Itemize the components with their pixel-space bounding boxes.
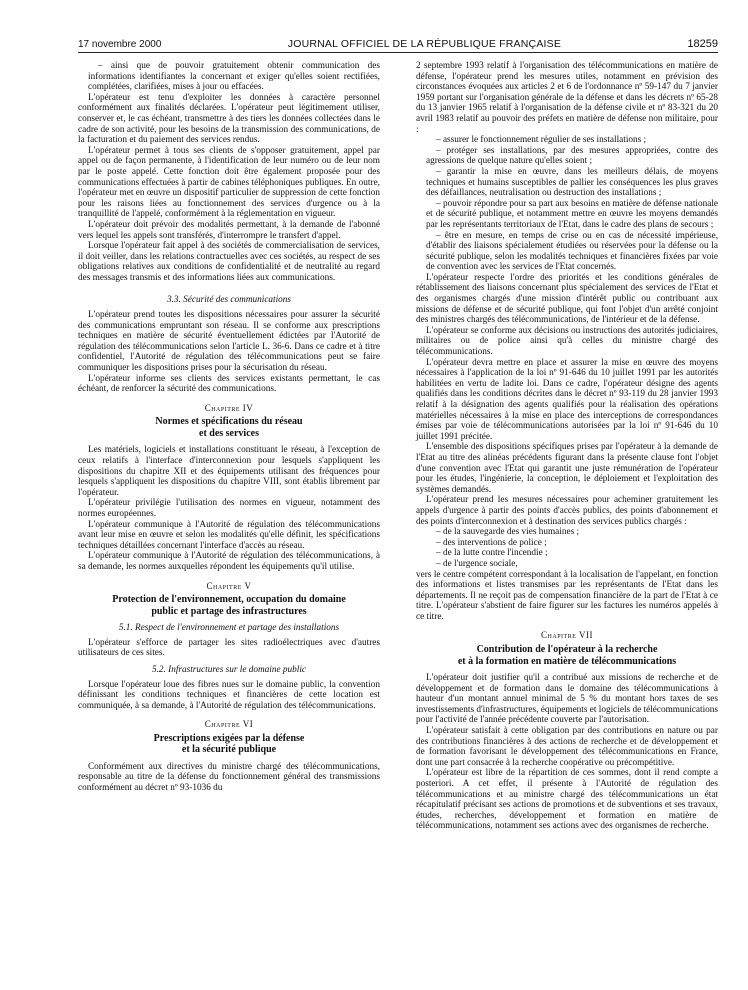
paragraph: L'opérateur permet à tous ses clients de s'opposer gratuitement, appel par appel ou de façon permanente, à l'identification de leur numéro ou de leur nom par le poste appelé. Cette fonction doit être également proposée pour des communications effectuées à partir de cabines téléphoniques publiques. En outre, l'opérateur met en œuvre un dispositif particulier de suppression de cette fonction pour les raisons liées au fonctionnement des services d'urgence ou à la tranquillité de l'appelé, conformément à la réglementation en vigueur. xyxy=(78,145,380,220)
list-item: – garantir la mise en œuvre, dans les meilleurs délais, de moyens techniques et humains susceptibles de pallier les conséquences les plus graves des défaillances, neutralisation ou destruction des installations ; xyxy=(416,167,718,199)
paragraph: vers le centre compétent correspondant à la localisation de l'appelant, en fonction des informations et listes transmises par les représentants de l'Etat dans les départements. Il ne reçoit pas de compensation financière de la part de l'Etat à ce titre. L'opérateur s'abstient de faire figurer sur les factures les numéros appelés à ce titre. xyxy=(416,569,718,622)
list-item: – de la sauvegarde des vies humaines ; xyxy=(416,527,718,538)
chapter-title-vii xyxy=(416,644,718,667)
chapter-title-line: Normes et spécifications du réseau xyxy=(155,416,303,428)
paragraph: L'opérateur prend toutes les dispositions nécessaires pour assurer la sécurité des communications empruntant son réseau. Il se conforme aux prescriptions techniques en matière de sécurité éventuellement édictées par l'Autorité de régulation des télécommunications selon l'article L. 36-6. Dans ce cadre et à titre confidentiel, l'Autorité de régulation des télécommunications peut se faire communiquer les dispositions prises pour la sécurisation du réseau. xyxy=(78,310,380,374)
chapter-title-line: et la sécurité publique xyxy=(181,744,277,756)
header-date: 17 novembre 2000 xyxy=(78,39,162,50)
paragraph: L'opérateur est tenu d'exploiter les données à caractère personnel conformément aux finalités déclarées. L'opérateur peut légitimement utiliser, conserver et, le cas échéant, transmettre à des tiers les données collectées dans le cadre de son activité, pour les besoins de la transmission des communications, de la facturation et du paiement des services rendus. xyxy=(78,92,380,146)
paragraph: L'opérateur devra mettre en place et assurer la mise en œuvre des moyens nécessaires à l'application de la loi nº 91-646 du 10 juillet 1991 par les autorités habilitées en vertu de ladite loi. Dans ce cadre, l'opérateur désigne des agents qualifiés dans les conditions décrites dans le décret nº 93-119 du 28 janvier 1993 relatif à la désignation des agents qualifiés pour la réalisation des opérations matérielles nécessaires à la mise en place des interceptions de correspondances émises par voie de télécommunications autorisées par la loi nº 91-646 du 10 juillet 1991 précitée. xyxy=(416,357,718,442)
left-dash-item: – ainsi que de pouvoir gratuitement obtenir communication des informations identifiantes la concernant et exiger qu'elles soient rectifiées, complétées, clarifiées, mises à jour ou effacées. xyxy=(78,61,380,93)
header-rule xyxy=(78,52,718,53)
chapter-label-vii: Chapitre VII xyxy=(541,630,593,641)
paragraph: L'opérateur informe ses clients des services existants permettant, le cas échéant, de renforcer la sécurité des communications. xyxy=(78,373,380,395)
chapter-title-vi xyxy=(78,733,380,756)
right-column xyxy=(416,61,718,832)
page-header xyxy=(78,38,718,50)
paragraph: Les matériels, logiciels et installations constituant le réseau, à l'exception de ceux relatifs à l'interface d'interconnexion pour lesquels s'appliquent les dispositions du chapitre XII et des équipements utilisant des fréquences pour lesquels s'appliquent les dispositions du chapitre VIII, sont établis librement par l'opérateur. xyxy=(78,445,380,498)
chapter-title-line: Prescriptions exigées par la défense xyxy=(153,732,305,744)
chapter-title-line: et des services xyxy=(199,427,259,439)
chapter-title-line: Contribution de l'opérateur à la recherche xyxy=(476,644,658,656)
section-title-3-3: 3.3. Sécurité des communications xyxy=(166,295,292,306)
header-page-number: 18259 xyxy=(687,38,718,50)
header-journal-title: JOURNAL OFFICIEL DE LA RÉPUBLIQUE FRANÇAISE xyxy=(287,38,562,50)
paragraph: L'opérateur communique à l'Autorité de régulation des télécommunications, à sa demande, les normes auxquelles répondent les équipements qu'il utilise. xyxy=(78,551,380,572)
chapter-title-line: public et partage des infrastructures xyxy=(151,605,307,617)
paragraph: L'opérateur satisfait à cette obligation par des contributions en nature ou par des contributions financières à des actions de recherche et de développement et de formation favorisant le développement des télécommunications en France, dont une part consacrée à la recherche coopérative ou précompétitive. xyxy=(416,726,718,768)
chapter-title-v xyxy=(78,594,380,617)
list-item: – de la lutte contre l'incendie ; xyxy=(416,548,718,559)
chapter-title-line: Protection de l'environnement, occupation du domaine xyxy=(112,594,346,606)
chapter-label-v: Chapitre V xyxy=(206,580,252,591)
paragraph: L'opérateur doit prévoir des modalités permettant, à la demande de l'abonné vers lequel les appels sont transférés, d'interrompre le transfert d'appel. xyxy=(78,219,380,241)
left-column xyxy=(78,61,380,832)
chapter-title-line: et à la formation en matière de télécommunications xyxy=(457,655,677,667)
list-item: – pouvoir répondre pour sa part aux besoins en matière de défense nationale et de sécurité publique, et notamment mettre en œuvre les moyens demandés par les représentants territoriaux de l'Etat, dans le cadre des plans de secours ; xyxy=(416,199,718,231)
list-item: – être en mesure, en temps de crise ou en cas de nécessité impérieuse, d'établir des liaisons spécialement étudiées ou réservées pour la défense ou la sécurité publique, selon les modalités techniques et financières fixées par voie de convention avec les services de l'Etat concernés. xyxy=(416,231,718,273)
section-title-5-2: 5.2. Infrastructures sur le domaine public xyxy=(151,664,307,675)
paragraph: L'ensemble des dispositions spécifiques prises par l'opérateur à la demande de l'Etat au titre des alinéas précédents figurant dans la présente clause font l'objet d'une convention avec l'Etat qui garantit une juste rémunération de l'opérateur pour les études, l'ingénierie, la conception, le déploiement et l'exploitation des systèmes demandés. xyxy=(416,442,718,495)
paragraph: L'opérateur doit justifier qu'il a contribué aux missions de recherche et de développement et de formation dans le domaine des télécommunications à hauteur d'un montant annuel minimal de 5 % du montant hors taxes de ses investissements d'infrastructures, équipements et logiciels de télécommunications pour l'activité de l'année précédente couverte par l'autorisation. xyxy=(416,673,718,726)
paragraph: 2 septembre 1993 relatif à l'organisation des télécommunications en matière de défense, l'opérateur prend les mesures utiles, notamment en prévision des circonstances évoquées aux articles 2 et 6 de l'ordonnance nº 59-147 du 7 janvier 1959 portant sur l'organisation générale de la défense et dans les décrets nº 65-28 du 13 janvier 1965 relatif à l'organisation de la défense civile et nº 83-321 du 20 avril 1983 relatif au pouvoir des préfets en matière de défense non militaire, pour : xyxy=(416,61,718,135)
list-item: – assurer le fonctionnement régulier de ses installations ; xyxy=(416,135,718,146)
chapter-label-iv: Chapitre IV xyxy=(204,402,254,413)
list-item: – de l'urgence sociale, xyxy=(416,559,718,570)
list-item: – protéger ses installations, par des mesures appropriées, contre des agressions de quelque nature qu'elles soient ; xyxy=(416,146,718,167)
chapter-label-vi: Chapitre VI xyxy=(204,719,254,730)
paragraph: L'opérateur s'efforce de partager les sites radioélectriques avec d'autres utilisateurs de ces sites. xyxy=(78,637,380,659)
paragraph: L'opérateur privilégie l'utilisation des normes en vigueur, notamment des normes européennes. xyxy=(78,498,380,519)
paragraph: L'opérateur prend les mesures nécessaires pour acheminer gratuitement les appels d'urgence à partir des points d'accès publics, des points d'abonnement et des points d'interconnexion et à destination des services publics chargés : xyxy=(416,495,718,527)
chapter-title-iv xyxy=(78,416,380,439)
paragraph: L'opérateur se conforme aux décisions ou instructions des autorités judiciaires, militaires ou de police ainsi qu'à celles du ministre chargé des télécommunications. xyxy=(416,325,718,358)
two-column-body xyxy=(78,61,718,832)
paragraph: Lorsque l'opérateur fait appel à des sociétés de commercialisation de services, il doit veiller, dans les relations contractuelles avec ces sociétés, au respect de ses obligations relatives aux conditions de confidentialité et de neutralité au regard des messages transmis et des informations liées aux communications. xyxy=(78,241,380,283)
paragraph: L'opérateur est libre de la répartition de ces sommes, dont il rend compte a posteriori. A cet effet, il présente à l'Autorité de régulation des télécommunications et au ministre chargé des télécommunications un état récapitulatif précisant ses actions de promotions et de subventions et ses travaux, études, recherches, développement et formation en matière de télécommunications, notamment ses actions avec des organismes de recherche. xyxy=(416,768,718,832)
paragraph: Conformément aux directives du ministre chargé des télécommunications, responsable au titre de la défense du fonctionnement général des transmissions conformément au décret nº 93-1036 du xyxy=(78,761,380,794)
paragraph: Lorsque l'opérateur loue des fibres nues sur le domaine public, la convention définissant les conditions techniques et financières de cette location est communiquée, à sa demande, à l'Autorité de régulation des télécommunications. xyxy=(78,679,380,711)
paragraph: L'opérateur respecte l'ordre des priorités et les conditions générales de rétablissement des liaisons concernant plus spécialement des services de l'Etat et des organismes chargés d'une mission d'intérêt public ou contribuant aux missions de défense et de sécurité publique, qui font l'objet d'un arrêté conjoint des ministres chargés des télécommunications, de l'intérieur et de la défense. xyxy=(416,272,718,326)
list-item: – des interventions de police ; xyxy=(416,538,718,549)
paragraph: L'opérateur communique à l'Autorité de régulation des télécommunications avant leur mise en œuvre et selon les modalités qu'elle définit, les spécifications techniques détaillées concernant l'interface d'accès au réseau. xyxy=(78,519,380,551)
section-title-5-1: 5.1. Respect de l'environnement et partage des installations xyxy=(118,623,340,634)
